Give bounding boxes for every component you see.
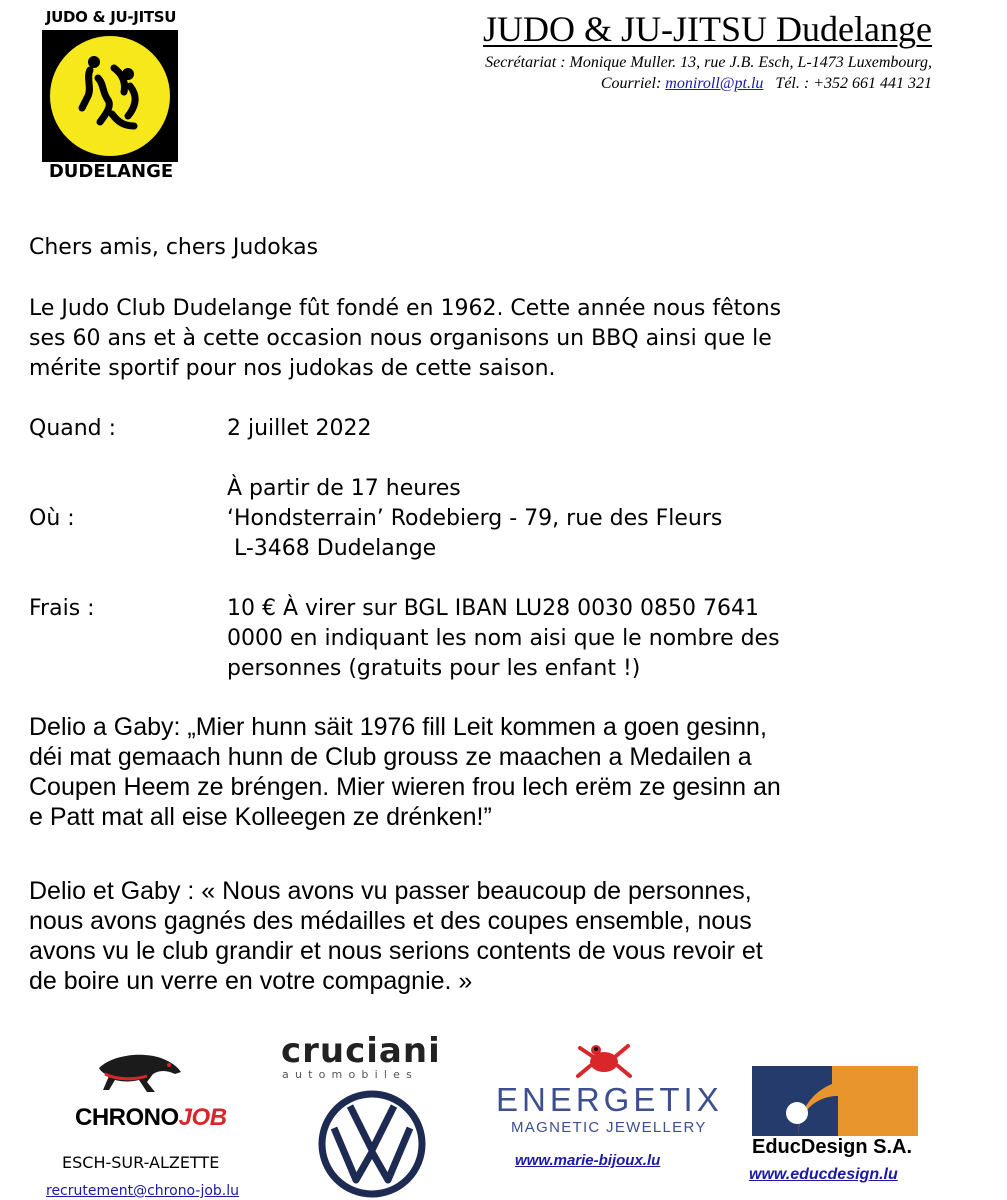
intro-line: mérite sportif pour nos judokas de cette saison. [29, 356, 556, 381]
fees-line: personnes (gratuits pour les enfant !) [227, 656, 641, 681]
where-line: ‘Hondsterrain’ Rodebierg - 79, rue des Fleurs [227, 506, 723, 531]
quote-line: Delio a Gaby: „Mier hunn säit 1976 fill Leit kommen a goen gesinn, [29, 713, 767, 741]
when-label: Quand : [29, 416, 117, 441]
quote-french [29, 876, 969, 996]
fees-line: 10 € À virer sur BGL IBAN LU28 0030 0850 7641 [227, 596, 760, 621]
job-text: JOB [178, 1104, 227, 1131]
energetix-website-link[interactable]: www.marie-bijoux.lu [515, 1152, 661, 1169]
club-title: JUDO & JU-JITSU Dudelange [483, 9, 932, 49]
intro-line: Le Judo Club Dudelange fût fondé en 1962. Cette année nous fêtons [29, 296, 782, 321]
quote-line: de boire un verre en votre compagnie. » [29, 967, 473, 995]
quote-line: Coupen Heem ze bréngen. Mier wieren frou lech erëm ze gesinn an [29, 773, 781, 801]
contact-line [601, 75, 932, 93]
chronojob-logo [75, 1104, 227, 1132]
quote-line: nous avons gagnés des médailles et des coupes ensemble, nous [29, 907, 752, 935]
frog-logo-icon [574, 1040, 634, 1080]
secretariat-address: Secrétariat : Monique Muller. 13, rue J.B. Esch, L-1473 Luxembourg, [485, 54, 932, 71]
club-logo [40, 8, 182, 184]
panther-logo-icon [95, 1050, 185, 1096]
where-label: Où : [29, 506, 75, 531]
cruciani-logo: cruciani [281, 1031, 441, 1071]
educdesign-logo-icon [752, 1066, 918, 1136]
quote-line: e Patt mat all eise Kolleegen ze drénken!” [29, 803, 492, 831]
logo-emblem [42, 30, 178, 162]
judoka-emblem-icon [42, 30, 178, 162]
when-time: À partir de 17 heures [227, 476, 461, 501]
greeting: Chers amis, chers Judokas [29, 235, 319, 260]
email-label: Courriel: [600, 75, 662, 92]
quote-line: déi mat gemaach hunn de Club grouss ze maachen a Medailen a [29, 743, 752, 771]
volkswagen-logo-icon [316, 1088, 428, 1200]
chronojob-email-link[interactable]: recrutement@chrono-job.lu [46, 1183, 239, 1199]
fees-label: Frais : [29, 596, 95, 621]
where-line: L-3468 Dudelange [227, 536, 437, 561]
quote-line: Delio et Gaby : « Nous avons vu passer beaucoup de personnes, [29, 877, 752, 905]
cruciani-subtitle: automobiles [282, 1068, 418, 1081]
when-date: 2 juillet 2022 [227, 416, 372, 441]
educdesign-name: EducDesign S.A. [752, 1136, 913, 1158]
educdesign-website-link[interactable]: www.educdesign.lu [749, 1166, 898, 1183]
fees-line: 0000 en indiquant les nom aisi que le nombre des [227, 626, 780, 651]
email-link[interactable]: moniroll@pt.lu [665, 75, 764, 92]
chrono-text: CHRONO [75, 1104, 179, 1131]
energetix-logo: ENERGETIX [496, 1081, 723, 1118]
logo-top-text: JUDO & JU-JITSU [45, 8, 177, 26]
phone-number: Tél. : +352 661 441 321 [775, 75, 932, 92]
energetix-subtitle: MAGNETIC JEWELLERY [511, 1119, 707, 1136]
intro-line: ses 60 ans et à cette occasion nous organisons un BBQ ainsi que le [29, 326, 772, 351]
quote-line: avons vu le club grandir et nous serions contents de vous revoir et [29, 937, 763, 965]
quote-luxembourgish [29, 712, 969, 832]
chronojob-city: ESCH-SUR-ALZETTE [62, 1153, 220, 1172]
logo-bottom-text: DUDELANGE [48, 161, 174, 182]
